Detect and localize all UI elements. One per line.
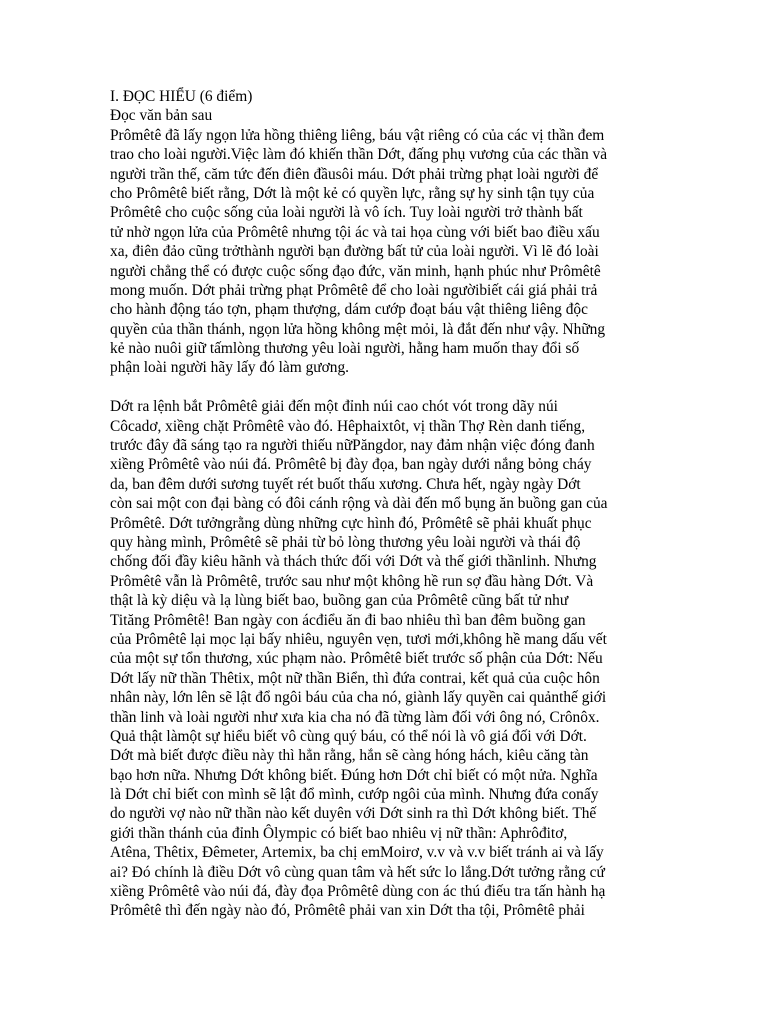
- text-line: ai? Đó chính là điều Dớt vô cùng quan tâm và hết sức lo lắng.Dớt tưởng rằng cứ: [110, 863, 605, 881]
- text-line: của một sự tổn thương, xúc phạm nào. Prômêtê biết trước số phận của Dớt: Nếu: [110, 650, 603, 668]
- text-line: quyền của thần thánh, ngọn lửa hồng không mệt mỏi, là đắt đến như vậy. Những: [110, 320, 606, 338]
- text-line: Prômêtê đã lấy ngọn lửa hồng thiêng liêng, báu vật riêng có của các vị thần đem: [110, 126, 605, 144]
- text-line: Dớt ra lệnh bắt Prômêtê giải đến một đỉnh núi cao chót vót trong dãy núi: [110, 398, 558, 416]
- text-line: là Dớt chỉ biết con mình sẽ lật đổ mình, cướp ngôi của mình. Nhưng đứa conấy: [110, 786, 599, 804]
- text-line: giới thần thánh của đỉnh Ôlympic có biết bao nhiêu vị nữ thần: Aphrôđitơ,: [110, 824, 568, 842]
- text-line: Quả thật làmột sự hiểu biết vô cùng quý báu, có thể nói là vô giá đối với Dớt.: [110, 727, 587, 745]
- text-line: Tităng Prômêtê! Ban ngày con ácđiểu ăn đi bao nhiêu thì ban đêm buồng gan: [110, 611, 586, 629]
- text-line: Prômêtê vẫn là Prômêtê, trước sau như một không hề run sợ đầu hàng Dớt. Và: [110, 572, 594, 590]
- text-line: người trần thế, căm tức đến điên đầusôi máu. Dớt phải trừng phạt loài người để: [110, 165, 599, 183]
- text-line: Dớt mà biết được điều này thì hẳn rằng, hắn sẽ càng hóng hách, kiêu căng tàn: [110, 747, 589, 765]
- text-line: da, ban đêm dưới sương tuyết rét buốt thấu xương. Chưa hết, ngày ngày Dớt: [110, 475, 581, 493]
- text-line: của Prômêtê lại mọc lại bấy nhiêu, nguyên vẹn, tươi mới,không hề mang dấu vết: [110, 630, 607, 648]
- text-line: Prômêtê. Dớt tưởngrằng dùng những cực hình đó, Prômêtê sẽ phải khuất phục: [110, 514, 592, 532]
- paragraph-2: [110, 397, 700, 921]
- text-line: chống đối đầy kiêu hãnh và thách thức đối với Dớt và thế giới thầnlinh. Nhưng: [110, 553, 597, 571]
- text-line: còn sai một con đại bàng có đôi cánh rộng và dài đến mổ bụng ăn buồng gan của: [110, 495, 608, 513]
- text-line: Prômêtê cho cuộc sống của loài người là vô ích. Tuy loài người trở thành bất: [110, 204, 583, 222]
- text-line: xiềng Prômêtê vào núi đá. Prômêtê bị đày đọa, ban ngày dưới nắng bỏng cháy: [110, 456, 592, 474]
- text-line: quy hàng mình, Prômêtê sẽ phải từ bỏ lòng thương yêu loài người và thái độ: [110, 533, 581, 551]
- text-line: Dớt lấy nữ thần Thêtix, một nữ thần Biển, thì đứa contrai, kết quả của cuộc hôn: [110, 669, 600, 687]
- text-line: phận loài người hãy lấy đó làm gương.: [110, 359, 349, 377]
- paragraph-1: [110, 126, 700, 378]
- text-line: Prômêtê thì đến ngày nào đó, Prômêtê phải van xin Dớt tha tội, Prômêtê phải: [110, 902, 585, 920]
- text-line: do người vợ nào nữ thần nào kết duyên với Dớt sinh ra thì Dớt không biết. Thế: [110, 805, 597, 823]
- document-page: [110, 87, 700, 921]
- paragraph-spacer: [110, 378, 700, 397]
- reading-instruction: Đọc văn bản sau: [110, 107, 213, 125]
- text-line: xa, điên đảo cũng trởthành người bạn đường bất tử của loài người. Vì lẽ đó loài: [110, 243, 599, 261]
- text-line: người chẳng thể có được cuộc sống đạo đức, văn minh, hạnh phúc như Prômêtê: [110, 262, 601, 280]
- text-line: trao cho loài người.Việc làm đó khiến thần Dớt, đấng phụ vương của các thần và: [110, 146, 608, 164]
- text-line: tử nhờ ngọn lửa của Prômêtê nhưng tội ác và tai họa cùng với biết bao điều xấu: [110, 223, 600, 241]
- text-line: cho hành động táo tợn, phạm thượng, dám cướp đoạt báu vật thiêng liêng độc: [110, 301, 588, 319]
- text-line: nhân này, lớn lên sẽ lật đổ ngôi báu của cha nó, giành lấy quyền cai quảnthế giới: [110, 689, 607, 707]
- text-line: xiềng Prômêtê vào núi đá, đày đọa Prômêtê dùng con ác thú điếu tra tấn hành hạ: [110, 883, 606, 901]
- text-line: thần linh và loài người như xưa kia cha nó đã từng làm đối với ông nó, Crônôx.: [110, 708, 600, 726]
- text-line: mong muốn. Dớt phải trừng phạt Prômêtê để cho loài ngườibiết cái giá phải trả: [110, 281, 598, 299]
- text-line: trước đây đã sáng tạo ra người thiếu nữPăngdor, nay đảm nhận việc đóng đanh: [110, 437, 595, 455]
- text-line: Atêna, Thêtix, Đêmeter, Artemix, ba chị emMoirơ, v.v và v.v biết tránh ai và lấy: [110, 844, 604, 862]
- text-line: cho Prômêtê biết rằng, Dớt là một kẻ có quyền lực, rằng sự hy sinh tận tụy của: [110, 184, 595, 202]
- text-line: kẻ nào nuôi giữ tấmlòng thương yêu loài người, hằng ham muốn thay đổi số: [110, 340, 580, 358]
- text-line: bạo hơn nữa. Nhưng Dớt không biết. Đúng hơn Dớt chỉ biết có một nửa. Nghĩa: [110, 766, 598, 784]
- text-line: thật là kỳ diệu và lạ lùng biết bao, buồng gan của Prômêtê cũng bất tử như: [110, 592, 569, 610]
- text-line: Côcadơ, xiềng chặt Prômêtê vào đó. Hêphaixtôt, vị thần Thợ Rèn danh tiếng,: [110, 417, 586, 435]
- section-heading: I. ĐỌC HIỂU (6 điểm): [110, 88, 253, 105]
